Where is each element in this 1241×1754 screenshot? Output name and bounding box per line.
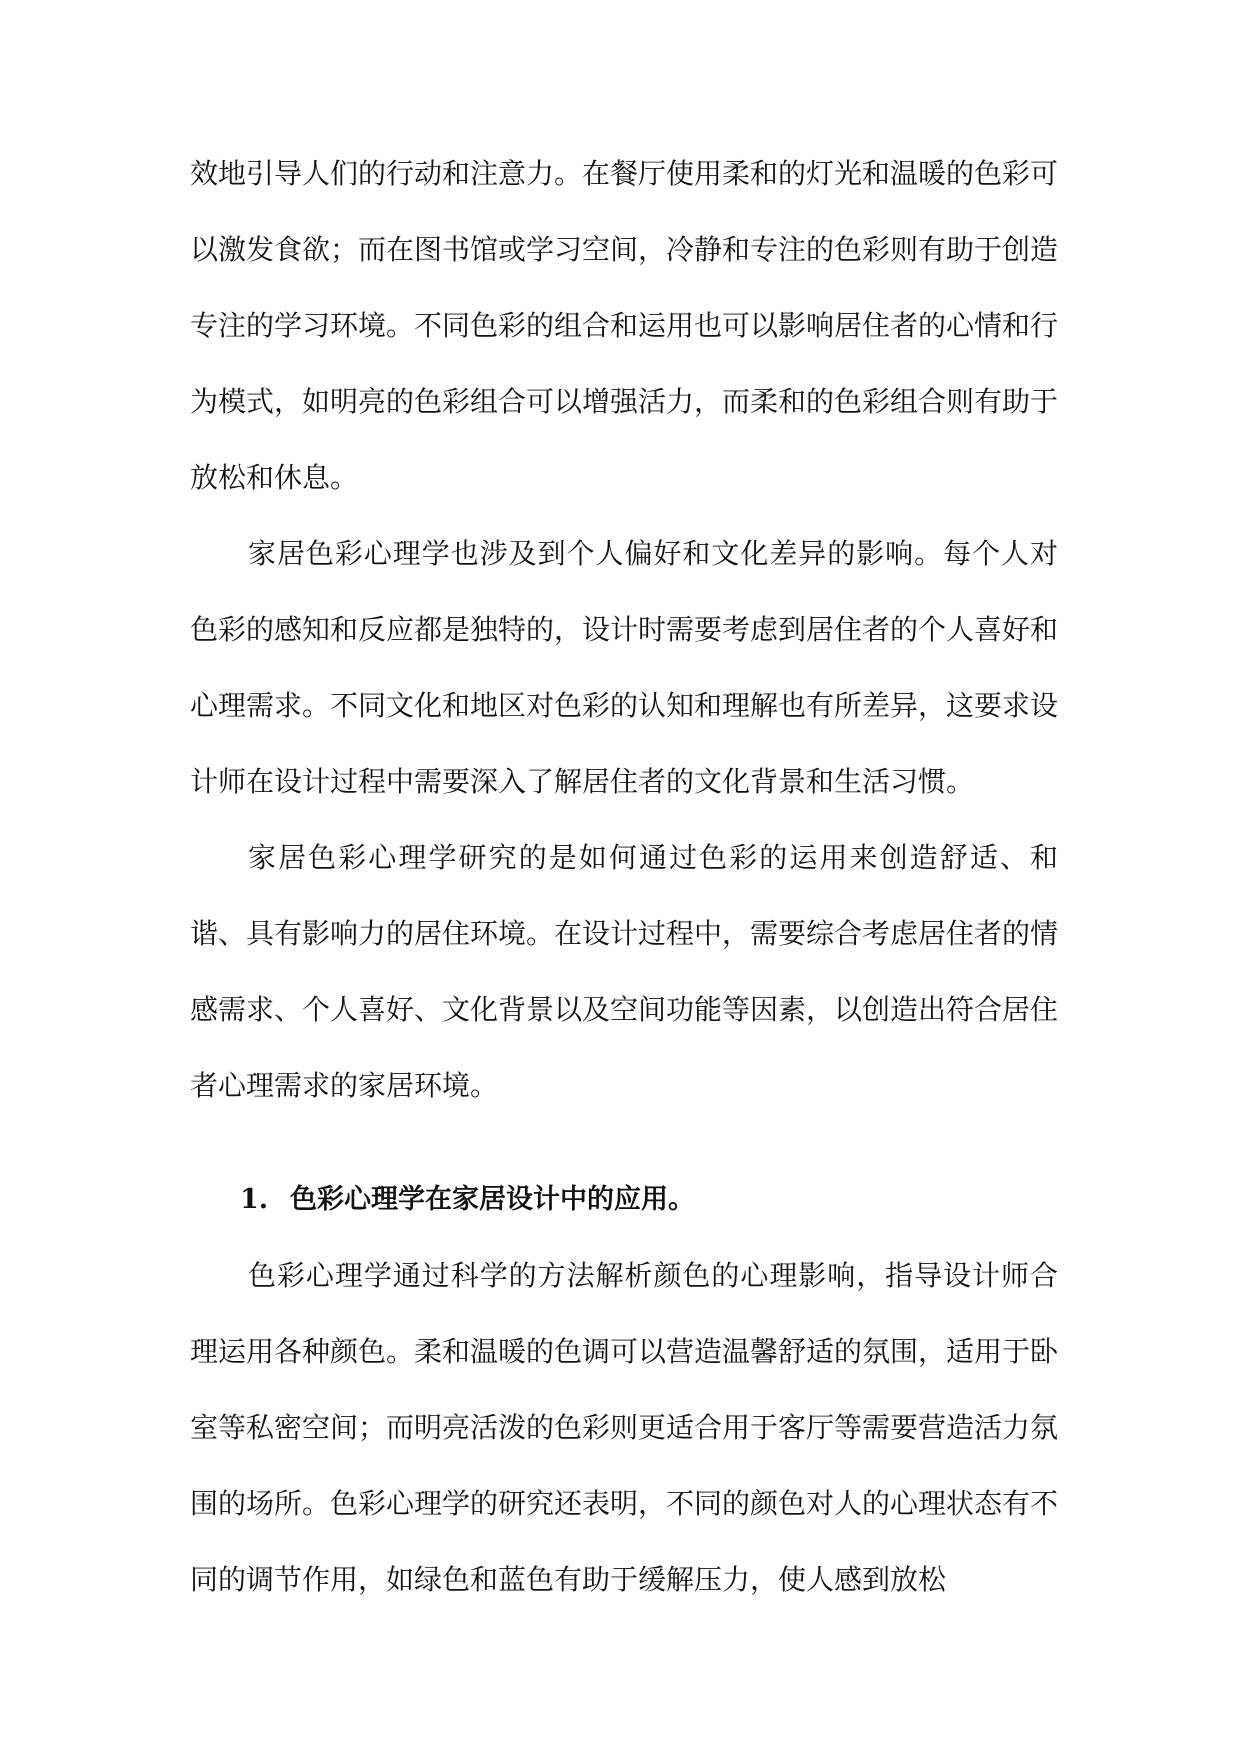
body-paragraph-continued: 效地引导人们的行动和注意力。在餐厅使用柔和的灯光和温暖的色彩可以激发食欲；而在图书馆或学习空间，冷静和专注的色彩则有助于创造专注的学习环境。不同色彩的组合和运用也可以影响居住者的心情和行为模式，如明亮的色彩组合可以增强活力，而柔和的色彩组合则有助于放松和休息。 xyxy=(190,157,1059,494)
section-heading-number: 1. xyxy=(240,1184,269,1215)
section-heading xyxy=(240,1162,695,1238)
body-paragraph-cultural-preferences: 家居色彩心理学也涉及到个人偏好和文化差异的影响。每个人对色彩的感知和反应都是独特的，设计时需要考虑到居住者的个人喜好和心理需求。不同文化和地区对色彩的认知和理解也有所差异，这要求设计师在设计过程中需要深入了解居住者的文化背景和生活习惯。 xyxy=(190,537,1059,798)
body-paragraph-application: 色彩心理学通过科学的方法解析颜色的心理影响，指导设计师合理运用各种颜色。柔和温暖的色调可以营造温馨舒适的氛围，适用于卧室等私密空间；而明亮活泼的色彩则更适合用于客厅等需要营造活力氛围的场所。色彩心理学的研究还表明，不同的颜色对人的心理状态有不同的调节作用，如绿色和蓝色有助于缓解压力，使人感到放松 xyxy=(190,1259,1059,1596)
body-paragraph-summary: 家居色彩心理学研究的是如何通过色彩的运用来创造舒适、和谐、具有影响力的居住环境。在设计过程中，需要综合考虑居住者的情感需求、个人喜好、文化背景以及空间功能等因素，以创造出符合居住者心理需求的家居环境。 xyxy=(190,841,1059,1102)
section-heading-title: 色彩心理学在家居设计中的应用。 xyxy=(290,1184,695,1215)
